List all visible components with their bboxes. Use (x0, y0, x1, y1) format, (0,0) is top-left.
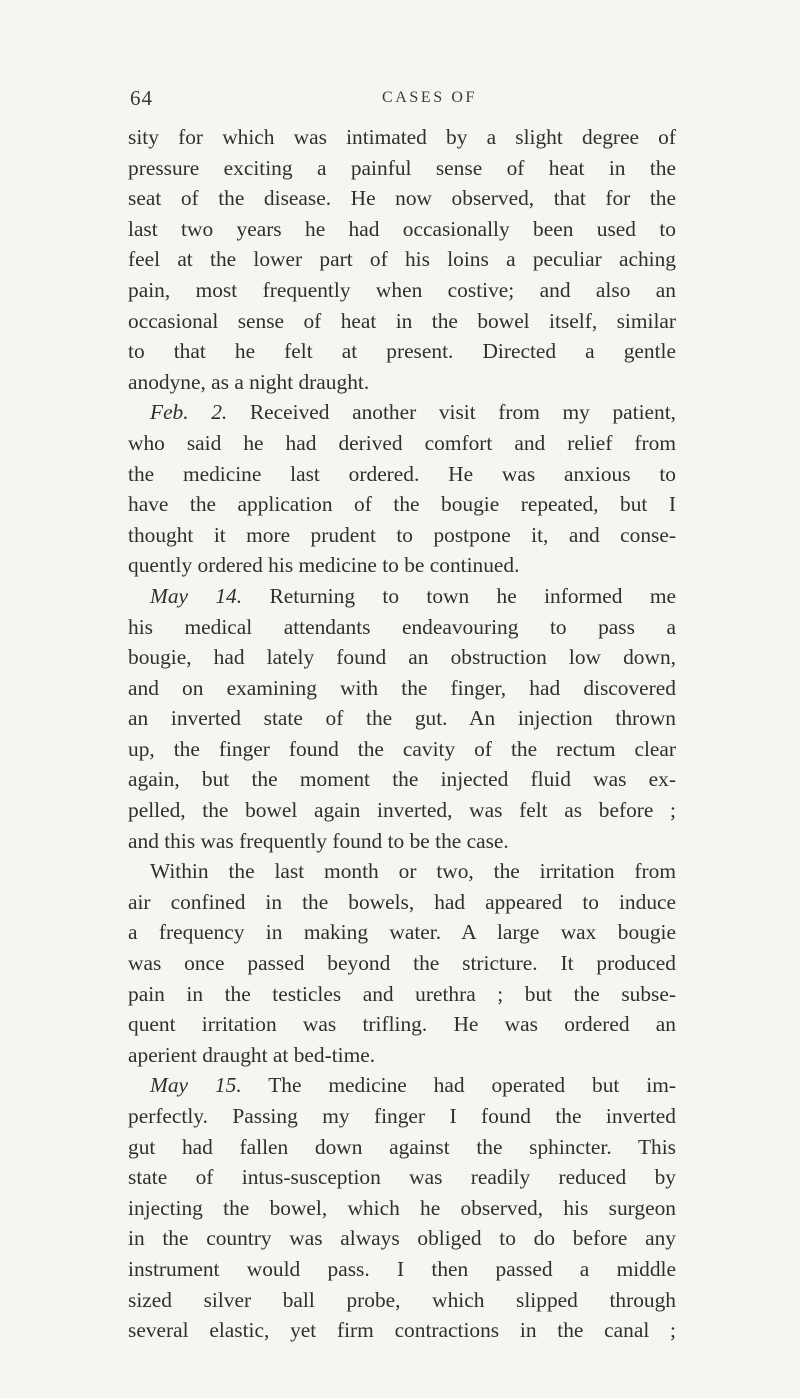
text-line: air confined in the bowels, had appeared to induce (128, 889, 676, 914)
text-line: perfectly. Passing my finger I found the inverted (128, 1104, 676, 1128)
page-header (124, 86, 684, 116)
entry-date: May 14. (150, 583, 243, 608)
text-line: to that he felt at present. Directed a gentle (128, 339, 676, 364)
text-line: quent irritation was trifling. He was ordered an (128, 1012, 676, 1037)
text-line: gut had fallen down against the sphincter. This (128, 1134, 676, 1159)
text-line: pressure exciting a painful sense of heat in the (128, 155, 676, 180)
text-line: quently ordered his medicine to be continued. (128, 553, 520, 578)
text-line: the medicine last ordered. He was anxious to (128, 461, 676, 486)
text-line: anodyne, as a night draught. (128, 369, 370, 394)
running-head: CASES OF (382, 89, 478, 106)
text-line: last two years he had occasionally been used to (128, 216, 676, 241)
text-line: a frequency in making water. A large wax bougie (128, 920, 676, 945)
text-line: seat of the disease. He now observed, that for the (128, 186, 676, 211)
text-line: his medical attendants endeavouring to pass a (128, 614, 676, 639)
text-line: and this was frequently found to be the case. (128, 828, 509, 853)
text-line: sity for which was intimated by a slight degree of (128, 125, 676, 149)
text-line: several elastic, yet firm contractions in the canal ; (128, 1318, 676, 1343)
text-line: occasional sense of heat in the bowel itself, similar (128, 308, 676, 333)
text-line: an inverted state of the gut. An injection thrown (128, 706, 676, 731)
text-line: up, the finger found the cavity of the rectum clear (128, 736, 676, 761)
entry-first-line (128, 581, 676, 612)
text-line: in the country was always obliged to do before any (128, 1226, 676, 1251)
text-line: have the application of the bougie repeated, but I (128, 492, 676, 517)
entry-date: Feb. 2. (150, 400, 228, 425)
entry-first-line (128, 397, 676, 428)
text-line: was once passed beyond the stricture. It produced (128, 951, 676, 976)
text-line: state of intus-susception was readily reduced by (128, 1165, 676, 1190)
entry-text: The medicine had operated but im- (268, 1073, 676, 1098)
text-line: who said he had derived comfort and relief from (128, 430, 676, 455)
text-line: again, but the moment the injected fluid was ex- (128, 767, 676, 792)
text-line: bougie, had lately found an obstruction low down, (128, 645, 676, 670)
text-line: pain in the testicles and urethra ; but the subse- (128, 981, 676, 1006)
body-text (128, 122, 676, 1346)
text-line: Within the last month or two, the irritation from (150, 859, 676, 884)
text-line: sized silver ball probe, which slipped through (128, 1287, 676, 1312)
text-line: feel at the lower part of his loins a peculiar aching (128, 247, 676, 272)
text-line: and on examining with the finger, had discovered (128, 675, 676, 700)
entry-first-line (128, 1070, 676, 1101)
entry-date: May 15. (150, 1073, 242, 1098)
entry-text: Received another visit from my patient, (249, 400, 676, 425)
text-line: thought it more prudent to postpone it, and conse- (128, 522, 676, 547)
text-line: instrument would pass. I then passed a middle (128, 1256, 676, 1281)
text-line: aperient draught at bed-time. (128, 1042, 376, 1067)
entry-text: Returning to town he informed me (269, 583, 676, 608)
page-number: 64 (130, 86, 153, 110)
text-line: injecting the bowel, which he observed, his surgeon (128, 1195, 676, 1220)
text-line: pelled, the bowel again inverted, was felt as before ; (128, 798, 676, 823)
text-line: pain, most frequently when costive; and also an (128, 277, 676, 302)
